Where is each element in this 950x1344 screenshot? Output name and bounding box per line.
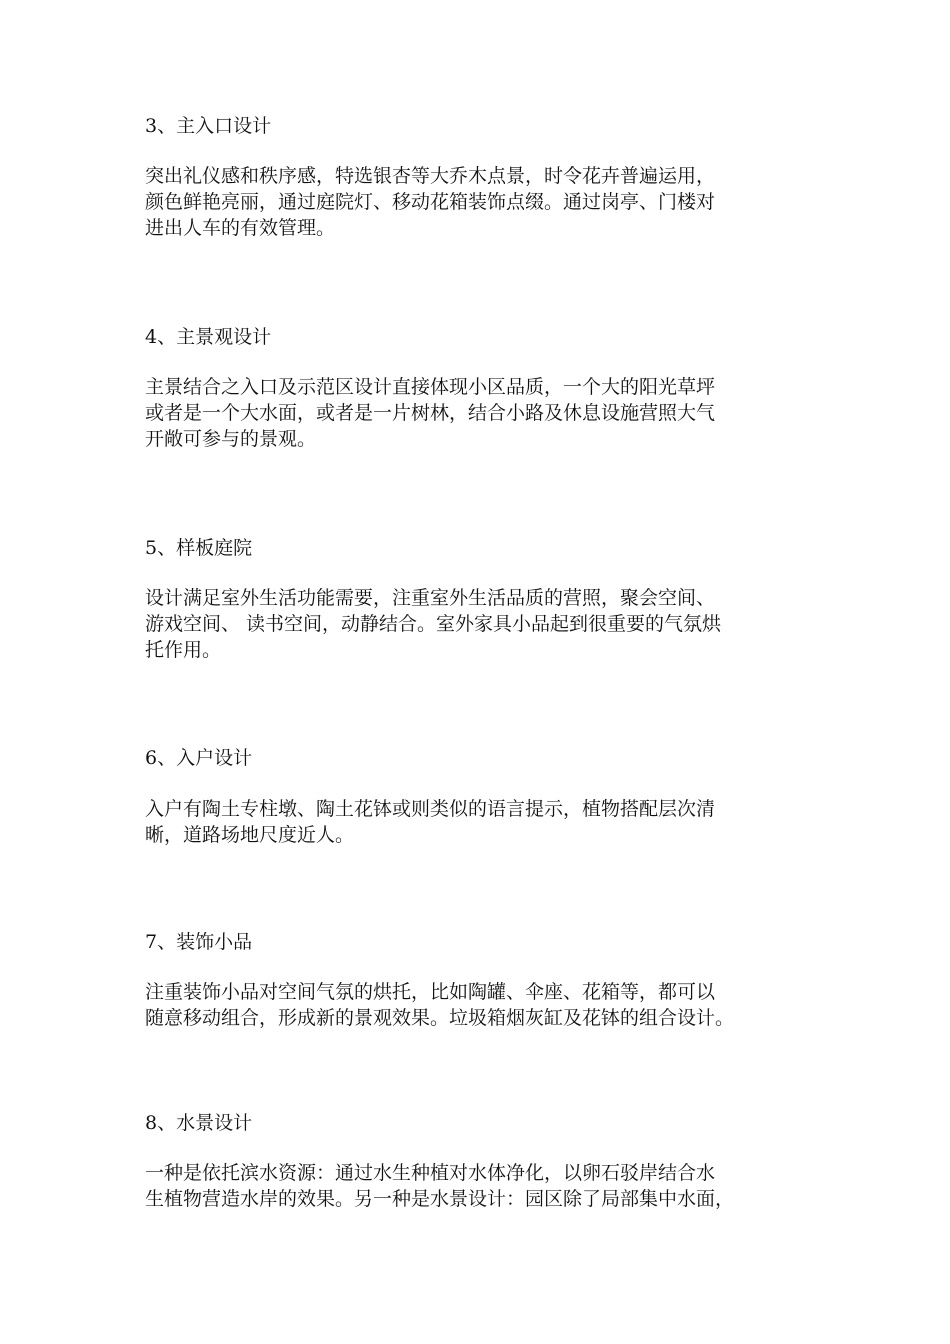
paragraph-line: 主景结合之入口及示范区设计直接体现小区品质，一个大的阳光草坪 [145, 376, 716, 398]
section-paragraph-entry-design [145, 796, 835, 848]
section-paragraph-decorative-pieces [145, 979, 835, 1031]
section-heading-main-landscape: 4、主景观设计 [145, 326, 272, 348]
section-paragraph-sample-courtyard [145, 585, 835, 663]
paragraph-line: 随意移动组合，形成新的景观效果。垃圾箱烟灰缸及花钵的组合设计。 [145, 1007, 735, 1029]
paragraph-line: 注重装饰小品对空间气氛的烘托，比如陶罐、伞座、花箱等，都可以 [145, 981, 716, 1003]
paragraph-line: 晰，道路场地尺度近人。 [145, 824, 355, 846]
section-paragraph-main-entrance [145, 163, 835, 241]
section-heading-main-entrance: 3、主入口设计 [145, 115, 272, 137]
paragraph-line: 入户有陶土专柱墩、陶土花钵或则类似的语言提示，植物搭配层次清 [145, 798, 716, 820]
section-heading-sample-courtyard: 5、样板庭院 [145, 537, 253, 559]
paragraph-line: 颜色鲜艳亮丽，通过庭院灯、移动花箱装饰点缀。通过岗亭、门楼对 [145, 191, 716, 213]
paragraph-line: 或者是一个大水面，或者是一片树林，结合小路及休息设施营照大气 [145, 402, 716, 424]
paragraph-line: 突出礼仪感和秩序感，特选银杏等大乔木点景，时令花卉普遍运用， [145, 165, 716, 187]
paragraph-line: 开敞可参与的景观。 [145, 428, 317, 450]
section-paragraph-main-landscape [145, 374, 835, 452]
section-paragraph-water-feature [145, 1160, 835, 1212]
paragraph-line: 游戏空间、 读书空间，动静结合。室外家具小品起到很重要的气氛烘 [145, 613, 722, 635]
paragraph-line: 进出人车的有效管理。 [145, 217, 336, 239]
paragraph-line: 设计满足室外生活功能需要，注重室外生活品质的营照，聚会空间、 [145, 587, 716, 609]
section-heading-entry-design: 6、入户设计 [145, 747, 253, 769]
paragraph-line: 生植物营造水岸的效果。另一种是水景设计：园区除了局部集中水面， [145, 1188, 735, 1210]
paragraph-line: 一种是依托滨水资源：通过水生种植对水体净化，以卵石驳岸结合水 [145, 1162, 716, 1184]
section-heading-water-feature: 8、水景设计 [145, 1112, 253, 1134]
paragraph-line: 托作用。 [145, 639, 222, 661]
section-heading-decorative-pieces: 7、装饰小品 [145, 931, 253, 953]
